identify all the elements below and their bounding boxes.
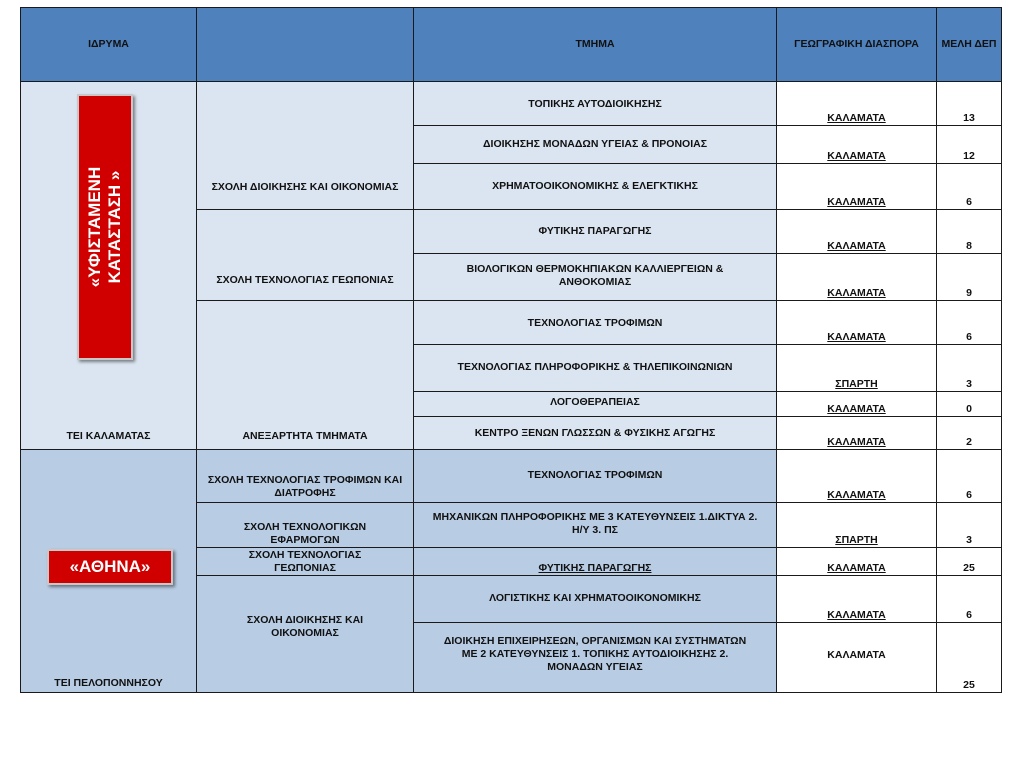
staff-value: 0 [966, 403, 972, 415]
location-value: ΚΑΛΑΜΑΤΑ [827, 196, 886, 208]
department-cell [414, 82, 777, 126]
department-name: ΜΗΧΑΝΙΚΩΝ ΠΛΗΡΟΦΟΡΙΚΗΣ ΜΕ 3 ΚΑΤΕΥΘΥΝΣΕΙΣ 1.ΔΙΚΤΥΑ 2. Η/Υ 3. ΠΣ [432, 511, 758, 536]
staff-value: 3 [966, 534, 972, 546]
header-department-label: ΤΜΗΜΑ [575, 38, 615, 50]
location-value: ΚΑΛΑΜΑΤΑ [827, 649, 886, 661]
location-cell [777, 164, 937, 210]
location-cell [777, 210, 937, 254]
location-value: ΚΑΛΑΜΑΤΑ [827, 240, 886, 252]
header-staff-label: ΜΕΛΗ ΔΕΠ [941, 38, 997, 50]
department-name: ΦΥΤΙΚΗΣ ΠΑΡΑΓΩΓΗΣ [538, 225, 652, 237]
location-value: ΣΠΑΡΤΗ [835, 534, 878, 546]
department-cell [414, 450, 777, 503]
location-value: ΚΑΛΑΜΑΤΑ [827, 403, 886, 415]
location-value: ΚΑΛΑΜΑΤΑ [827, 331, 886, 343]
staff-value: 25 [963, 679, 975, 691]
department-cell [414, 210, 777, 254]
department-name: ΛΟΓΙΣΤΙΚΗΣ ΚΑΙ ΧΡΗΜΑΤΟΟΙΚΟΝΟΜΙΚΗΣ [489, 592, 701, 604]
staff-cell [937, 210, 1001, 254]
staff-value: 2 [966, 436, 972, 448]
department-name: ΤΕΧΝΟΛΟΓΙΑΣ ΤΡΟΦΙΜΩΝ [527, 317, 663, 329]
staff-cell [937, 345, 1001, 392]
status-badge-current [77, 94, 133, 360]
department-cell [414, 417, 777, 450]
department-cell [414, 548, 777, 576]
staff-value: 6 [966, 331, 972, 343]
location-cell [777, 392, 937, 417]
location-cell [777, 576, 937, 623]
school-cell [197, 548, 414, 576]
staff-cell [937, 126, 1001, 164]
header-institution [21, 8, 197, 82]
school-name: ΣΧΟΛΗ ΤΕΧΝΟΛΟΓΙΑΣ ΓΕΩΠΟΝΙΑΣ [216, 274, 394, 286]
location-cell [777, 450, 937, 503]
header-geography [777, 8, 937, 82]
staff-cell [937, 450, 1001, 503]
status-badge-current-label: «ΥΦΙΣΤΑΜΕΝΗ ΚΑΤΑΣΤΑΣΗ » [85, 166, 125, 288]
department-cell [414, 503, 777, 548]
header-department [414, 8, 777, 82]
institution-name: ΤΕΙ ΚΑΛΑΜΑΤΑΣ [66, 430, 151, 442]
location-cell [777, 82, 937, 126]
staff-cell [937, 623, 1001, 692]
location-cell [777, 126, 937, 164]
department-name: ΒΙΟΛΟΓΙΚΩΝ ΘΕΡΜΟΚΗΠΙΑΚΩΝ ΚΑΛΛΙΕΡΓΕΙΩΝ & ΑΝΘΟΚΟΜΙΑΣ [466, 263, 724, 288]
school-cell [197, 82, 414, 210]
staff-value: 6 [966, 489, 972, 501]
school-name: ΑΝΕΞΑΡΤΗΤΑ ΤΜΗΜΑΤΑ [242, 430, 368, 442]
department-name: ΤΕΧΝΟΛΟΓΙΑΣ ΠΛΗΡΟΦΟΡΙΚΗΣ & ΤΗΛΕΠΙΚΟΙΝΩΝΙΩΝ [457, 361, 733, 373]
staff-table [20, 7, 1002, 693]
school-cell [197, 576, 414, 692]
department-cell [414, 576, 777, 623]
department-cell [414, 345, 777, 392]
school-cell [197, 301, 414, 450]
staff-value: 6 [966, 196, 972, 208]
location-cell [777, 623, 937, 692]
location-cell [777, 548, 937, 576]
school-cell [197, 210, 414, 301]
school-name: ΣΧΟΛΗ ΤΕΧΝΟΛΟΓΙΑΣ ΓΕΩΠΟΝΙΑΣ [248, 549, 362, 574]
school-cell [197, 450, 414, 503]
staff-cell [937, 576, 1001, 623]
header-staff [937, 8, 1001, 82]
location-value: ΚΑΛΑΜΑΤΑ [827, 609, 886, 621]
staff-value: 8 [966, 240, 972, 252]
department-name: ΤΟΠΙΚΗΣ ΑΥΤΟΔΙΟΙΚΗΣΗΣ [528, 98, 662, 110]
location-value: ΚΑΛΑΜΑΤΑ [827, 287, 886, 299]
department-name: ΔΙΟΙΚΗΣΗ ΕΠΙΧΕΙΡΗΣΕΩΝ, ΟΡΓΑΝΙΣΜΩΝ ΚΑΙ ΣΥΣΤΗΜΑΤΩΝ ΜΕ 2 ΚΑΤΕΥΘΥΝΣΕΙΣ 1. ΤΟΠΙΚΗΣ ΑΥΤΟΔΙΟΙΚΗΣΗΣ 2. ΜΟΝΑΔΩΝ ΥΓΕΙΑΣ [443, 635, 747, 673]
department-cell [414, 164, 777, 210]
staff-value: 9 [966, 287, 972, 299]
staff-cell [937, 82, 1001, 126]
department-name: ΧΡΗΜΑΤΟΟΙΚΟΝΟΜΙΚΗΣ & ΕΛΕΓΚΤΙΚΗΣ [492, 180, 698, 192]
staff-cell [937, 392, 1001, 417]
location-value: ΚΑΛΑΜΑΤΑ [827, 489, 886, 501]
location-cell [777, 301, 937, 345]
header-institution-label: ΙΔΡΥΜΑ [88, 38, 129, 50]
location-cell [777, 503, 937, 548]
department-cell [414, 623, 777, 692]
department-cell [414, 126, 777, 164]
institution-name: ΤΕΙ ΠΕΛΟΠΟΝΝΗΣΟΥ [54, 677, 163, 689]
department-cell [414, 392, 777, 417]
staff-value: 6 [966, 609, 972, 621]
location-cell [777, 417, 937, 450]
staff-cell [937, 301, 1001, 345]
department-name: ΤΕΧΝΟΛΟΓΙΑΣ ΤΡΟΦΙΜΩΝ [527, 469, 663, 481]
location-value: ΣΠΑΡΤΗ [835, 378, 878, 390]
location-value: ΚΑΛΑΜΑΤΑ [827, 150, 886, 162]
location-badge-athens-label: «ΑΘΗΝΑ» [69, 557, 151, 576]
staff-value: 13 [963, 112, 975, 124]
department-name: ΛΟΓΟΘΕΡΑΠΕΙΑΣ [550, 396, 640, 408]
location-badge-athens [47, 549, 173, 585]
staff-cell [937, 417, 1001, 450]
staff-cell [937, 164, 1001, 210]
department-name: ΚΕΝΤΡΟ ΞΕΝΩΝ ΓΛΩΣΣΩΝ & ΦΥΣΙΚΗΣ ΑΓΩΓΗΣ [474, 427, 716, 439]
school-name: ΣΧΟΛΗ ΔΙΟΙΚΗΣΗΣ ΚΑΙ ΟΙΚΟΝΟΜΙΑΣ [246, 614, 364, 639]
department-name: ΦΥΤΙΚΗΣ ΠΑΡΑΓΩΓΗΣ [538, 562, 652, 574]
school-cell [197, 503, 414, 548]
staff-cell [937, 503, 1001, 548]
staff-value: 3 [966, 378, 972, 390]
staff-cell [937, 254, 1001, 301]
school-name: ΣΧΟΛΗ ΤΕΧΝΟΛΟΓΙΑΣ ΤΡΟΦΙΜΩΝ ΚΑΙ ΔΙΑΤΡΟΦΗΣ [207, 474, 403, 499]
staff-cell [937, 548, 1001, 576]
staff-value: 12 [963, 150, 975, 162]
location-value: ΚΑΛΑΜΑΤΑ [827, 112, 886, 124]
school-name: ΣΧΟΛΗ ΔΙΟΙΚΗΣΗΣ ΚΑΙ ΟΙΚΟΝΟΜΙΑΣ [211, 181, 399, 193]
location-value: ΚΑΛΑΜΑΤΑ [827, 562, 886, 574]
location-cell [777, 254, 937, 301]
school-name: ΣΧΟΛΗ ΤΕΧΝΟΛΟΓΙΚΩΝ ΕΦΑΡΜΟΓΩΝ [243, 521, 367, 546]
department-cell [414, 254, 777, 301]
department-cell [414, 301, 777, 345]
location-cell [777, 345, 937, 392]
location-value: ΚΑΛΑΜΑΤΑ [827, 436, 886, 448]
staff-value: 25 [963, 562, 975, 574]
department-name: ΔΙΟΙΚΗΣΗΣ ΜΟΝΑΔΩΝ ΥΓΕΙΑΣ & ΠΡΟΝΟΙΑΣ [482, 138, 707, 150]
header-geography-label: ΓΕΩΓΡΑΦΙΚΗ ΔΙΑΣΠΟΡΑ [794, 38, 919, 50]
header-school [197, 8, 414, 82]
